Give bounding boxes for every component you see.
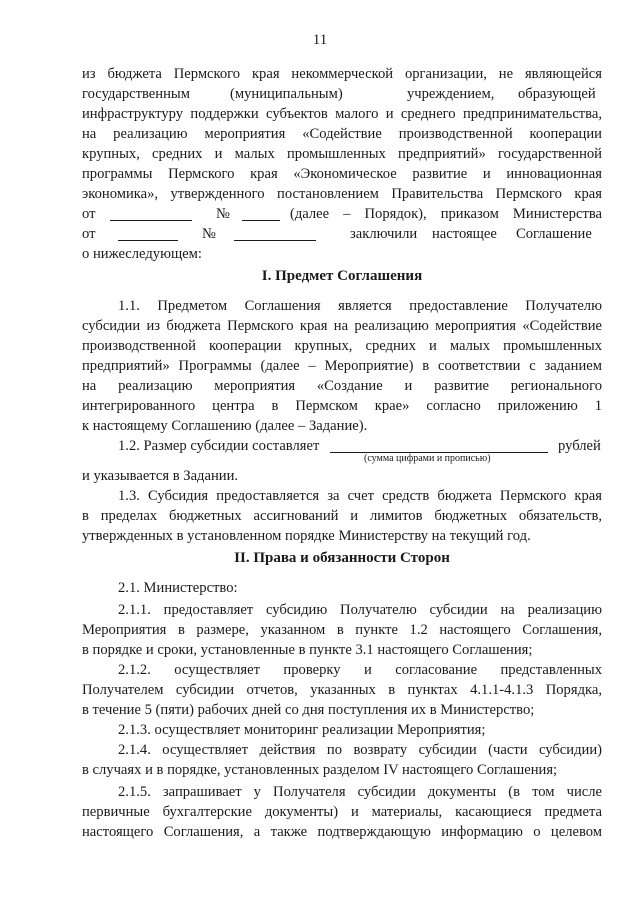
text-word: Соглашение [516, 226, 592, 242]
text-word: № [202, 226, 216, 242]
text-line: к настоящему Соглашению (далее – Задание). [82, 418, 368, 434]
text-word: (далее – Порядок), приказом Министерства [290, 206, 602, 222]
text-line: 1.3. Субсидия предоставляется за счет средств бюджета Пермского края [118, 488, 602, 504]
text-line: утвержденных в установленном порядке Министерству на текущий год. [82, 528, 531, 544]
text-line: первичные бухгалтерские документы) и материалы, касающиеся предмета [82, 804, 602, 820]
text-word: учреждением, [407, 86, 495, 102]
text-line: производственной кооперации крупных, средних и малых промышленных [82, 338, 602, 354]
text-line: 2.1.4. осуществляет действия по возврату субсидии (части субсидии) [118, 742, 602, 758]
text-line: на реализацию мероприятия «Создание и развитие регионального [82, 378, 602, 394]
text-line [82, 224, 602, 244]
text-line: в случаях и в порядке, установленных разделом IV настоящего Соглашения; [82, 762, 558, 778]
text-word: от [82, 226, 96, 242]
number-blank [234, 226, 316, 241]
text-line: крупных, средних и малых промышленных предприятий» государственной [82, 146, 602, 162]
text-line [118, 436, 602, 456]
date-blank [110, 206, 192, 221]
text-line: инфраструктуру поддержки субъектов малого и среднего предпринимательства, [82, 106, 602, 122]
text-word: государственным [82, 86, 190, 102]
text-line: в течение 5 (пяти) рабочих дней со дня поступления их в Министерство; [82, 702, 535, 718]
text-line [82, 84, 602, 104]
text-line: о нижеследующем: [82, 246, 202, 262]
section-heading: I. Предмет Соглашения [261, 268, 423, 284]
text-line: предприятий» Программы (далее – Мероприятие) в соответствии с заданием [82, 358, 602, 374]
date-blank [118, 226, 178, 241]
text-line: 1.1. Предметом Соглашения является предоставление Получателю [118, 298, 602, 314]
text-line: в пределах бюджетных ассигнований и лимитов бюджетных обязательств, [82, 508, 602, 524]
page-number: 11 [312, 32, 328, 48]
text-line: Мероприятия в размере, указанном в пункте 1.2 настоящего Соглашения, [82, 622, 602, 638]
text-line: и указывается в Задании. [82, 468, 239, 484]
text-word: настоящее [432, 226, 497, 242]
text-word: образующей [518, 86, 596, 102]
text-line: интегрированного центра в Пермском крае» согласно приложению 1 [82, 398, 602, 414]
text-line: Получателем субсидии отчетов, указанных в пунктах 4.1.1-4.1.3 Порядка, [82, 682, 602, 698]
text-line: 2.1.5. запрашивает у Получателя субсидии документы (в том числе [118, 784, 602, 800]
section-heading: II. Права и обязанности Сторон [234, 550, 450, 566]
field-caption: (сумма цифрами и прописью) [364, 453, 491, 464]
text-line: 2.1.2. осуществляет проверку и согласование представленных [118, 662, 602, 678]
text-line: программы Пермского края «Экономическое развитие и инновационная [82, 166, 602, 182]
text-line: субсидии из бюджета Пермского края на реализацию мероприятия «Содействие [82, 318, 602, 334]
text-word: от [82, 206, 96, 222]
number-blank [242, 206, 280, 221]
text-word: заключили [350, 226, 418, 242]
text-line: настоящего Соглашения, а также подтверждающую информацию о целевом [82, 824, 602, 840]
text-line [82, 204, 602, 224]
text-line: 2.1.3. осуществляет мониторинг реализации Мероприятия; [118, 722, 486, 738]
amount-blank [330, 438, 548, 453]
text-line: экономика», утвержденного постановлением Правительства Пермского края [82, 186, 602, 202]
text-line: 2.1.1. предоставляет субсидию Получателю субсидии на реализацию [118, 602, 602, 618]
text-line: из бюджета Пермского края некоммерческой организации, не являющейся [82, 66, 602, 82]
text-word: рублей [558, 438, 601, 454]
text-line: в порядке и сроки, установленные в пункте 3.1 настоящего Соглашения; [82, 642, 533, 658]
text-word: 1.2. Размер субсидии составляет [118, 438, 320, 454]
text-word: (муниципальным) [230, 86, 343, 102]
text-word: № [216, 206, 230, 222]
text-line: на реализацию мероприятия «Содействие производственной кооперации [82, 126, 602, 142]
text-line: 2.1. Министерство: [118, 580, 238, 596]
